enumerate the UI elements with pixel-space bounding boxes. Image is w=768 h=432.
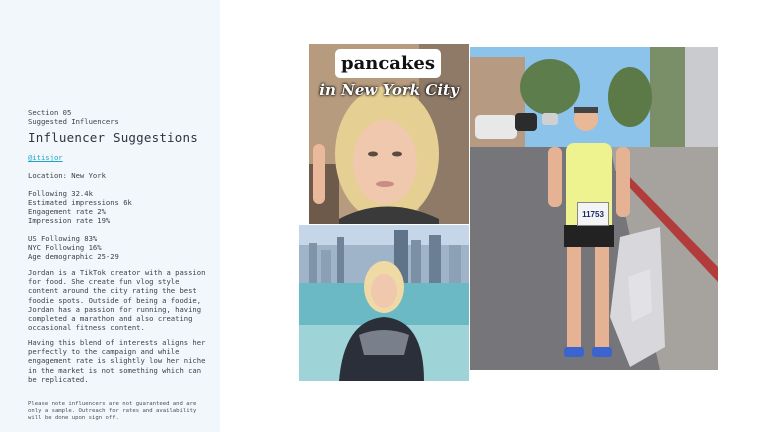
page-title: Influencer Suggestions bbox=[28, 130, 198, 145]
race-bib-number: 11753 bbox=[577, 202, 609, 226]
stat-impression-rate: Impression rate 19% bbox=[28, 216, 111, 225]
section-subtitle: Suggested Influencers bbox=[28, 117, 119, 126]
stat-us-following: US Following 83% bbox=[28, 234, 98, 243]
pancakes-caption: pancakes bbox=[335, 49, 441, 78]
pancakes-selfie-photo bbox=[309, 44, 469, 224]
influencer-handle-link[interactable]: @itisjor bbox=[28, 153, 63, 162]
stat-following: Following 32.4k bbox=[28, 189, 93, 198]
stat-impressions: Estimated impressions 6k bbox=[28, 198, 132, 207]
bio-paragraph: Jordan is a TikTok creator with a passion for food. She create fun vlog style content around the city rating the best foodie spots. Outside of being a foodie, Jordan has a passion for running, having completed a marathon and also creating occasional fitness content. bbox=[28, 268, 206, 333]
marathon-runner-photo bbox=[470, 47, 718, 370]
section-number: Section 05 bbox=[28, 108, 72, 117]
fit-paragraph: Having this blend of interests aligns her perfectly to the campaign and while engagement rate is slightly low her niche in the market is not something which can be replicated. bbox=[28, 338, 206, 384]
disclaimer-note: Please note influencers are not guaranteed and are only a sample. Outreach for rates and availability will be done upon sign off. bbox=[28, 401, 197, 421]
stat-nyc-following: NYC Following 16% bbox=[28, 243, 102, 252]
skyline-portrait-photo bbox=[299, 225, 469, 381]
stat-age-demographic: Age demographic 25-29 bbox=[28, 252, 119, 261]
info-sidebar bbox=[0, 0, 220, 432]
new-york-caption: in New York City bbox=[319, 81, 459, 99]
stat-engagement: Engagement rate 2% bbox=[28, 207, 106, 216]
location-text: Location: New York bbox=[28, 171, 106, 180]
